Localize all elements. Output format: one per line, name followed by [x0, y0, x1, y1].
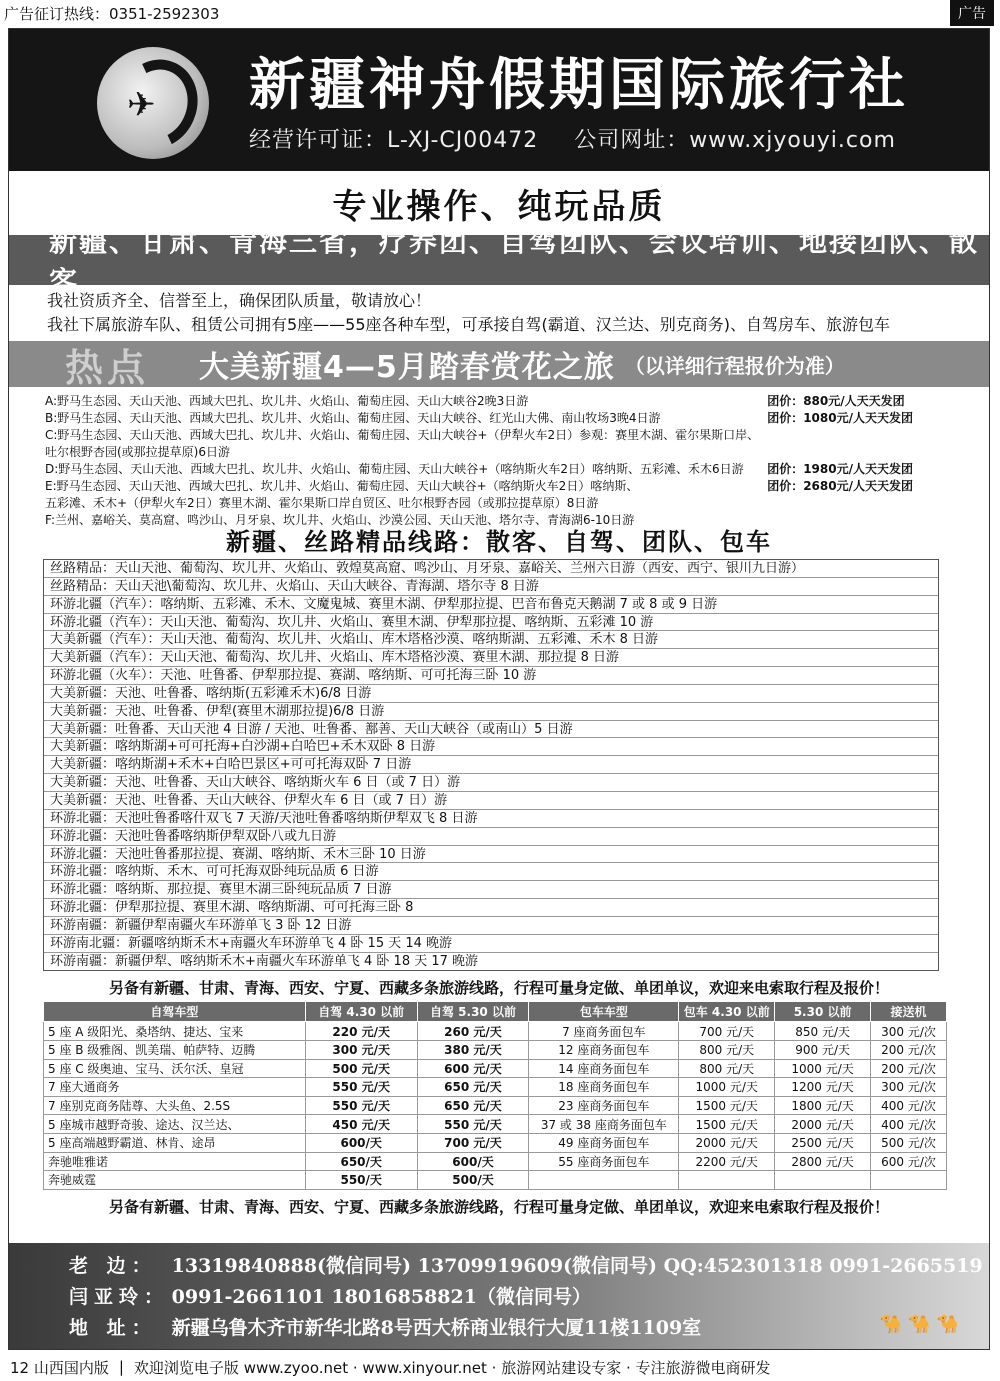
rate-cell: 850 元/天	[775, 1022, 871, 1041]
route-row: 环游北疆（火车）：天池、吐鲁番、伊犁那拉提、赛湖、喀纳斯、可可托海三卧 10 游	[44, 667, 938, 685]
header-subline	[249, 123, 896, 154]
rate-body	[44, 1022, 947, 1189]
rate-cell: 49 座商务面包车	[529, 1133, 679, 1152]
rate-cell	[529, 1171, 679, 1190]
slogan: 专业操作、纯玩品质	[332, 186, 666, 227]
tour-item: 五彩滩、禾木+（伊犁火车2日）赛里木湖、霍尔果斯口岸自贸区、吐尔根野杏园（或那拉提草原）8日游	[45, 496, 599, 510]
tour-item: 吐尔根野杏园(或那拉提草原)6日游	[45, 445, 230, 459]
rate-cell: 380 元/天	[417, 1041, 529, 1060]
tour-item: C:野马生态园、天山天池、西域大巴扎、坎儿井、火焰山、葡萄庄园、天山大峡谷+（伊犁火车2日）参观：赛里木湖、霍尔果斯口岸、	[45, 428, 760, 442]
tour-list	[9, 387, 989, 527]
rate-row	[44, 1115, 947, 1134]
rate-cell: 18 座商务面包车	[529, 1078, 679, 1097]
rate-header-row	[44, 1002, 947, 1022]
rate-cell: 37 或 38 座商务面包车	[529, 1115, 679, 1134]
ad-frame	[8, 28, 990, 1350]
route-row: 环游北疆（汽车）：天山天池、葡萄沟、坎儿井、火焰山、赛里木湖、伊犁那拉提、喀纳斯、五彩滩 10 游	[44, 614, 938, 632]
rate-header: 自驾 4.30 以前	[305, 1002, 417, 1022]
rate-cell: 700 元/天	[679, 1022, 775, 1041]
rate-cell: 5 座 C 级奥迪、宝马、沃尔沃、皇冠	[44, 1059, 306, 1078]
company-name: 新疆神舟假期国际旅行社	[249, 53, 909, 118]
rate-cell: 23 座商务面包车	[529, 1096, 679, 1115]
tour-item: B:野马生态园、天山天池、西域大巴扎、坎儿井、火焰山、葡萄庄园、天山大峡谷、红光山大佛、南山牧场3晚4日游	[45, 411, 661, 425]
rate-header: 包车车型	[529, 1002, 679, 1022]
rate-cell: 5 座高端越野霸道、林肯、途昂	[44, 1133, 306, 1152]
rate-header: 包车 4.30 以前	[679, 1002, 775, 1022]
rate-cell: 600/天	[305, 1133, 417, 1152]
hot-band	[9, 341, 989, 390]
rate-row	[44, 1041, 947, 1060]
rate-cell: 900 元/天	[775, 1041, 871, 1060]
rate-cell: 1800 元/天	[775, 1096, 871, 1115]
silk-road-title: 新疆、丝路精品线路：散客、自驾、团队、包车	[226, 527, 772, 556]
tour-price: 团价：1980元/人天天发团	[767, 462, 913, 476]
rate-cell: 650/天	[305, 1152, 417, 1171]
rate-cell: 12 座商务面包车	[529, 1041, 679, 1060]
company-logo	[97, 47, 209, 159]
rate-header: 自驾 5.30 以前	[417, 1002, 529, 1022]
license-number: 经营许可证：L-XJ-CJ00472	[249, 128, 539, 153]
rate-cell: 1200 元/天	[775, 1078, 871, 1097]
tour-item: D:野马生态园、天山天池、西域大巴扎、坎儿井、火焰山、葡萄庄园、天山大峡谷+（喀纳斯火车2日）喀纳斯、五彩滩、禾木6日游	[45, 462, 744, 476]
route-row: 环游南北疆：新疆喀纳斯禾木+南疆火车环游单飞 4 卧 15 天 14 晚游	[44, 935, 938, 953]
rate-cell: 2000 元/天	[775, 1115, 871, 1134]
contact-label: 闫亚玲：	[69, 1286, 170, 1308]
route-row: 环游南疆：新疆伊犁、喀纳斯禾木+南疆火车环游单飞 4 卧 18 天 17 晚游	[50, 953, 479, 969]
route-row: 大美新疆：天池、吐鲁番、喀纳斯(五彩滩禾木)6/8 日游	[44, 685, 938, 703]
rate-row	[44, 1152, 947, 1171]
contact-row	[69, 1313, 989, 1344]
route-row: 大美新疆：天池、吐鲁番、天山大峡谷、伊犁火车 6 日（或 7 日）游	[44, 792, 938, 810]
rate-cell: 400 元/次	[871, 1115, 947, 1134]
rate-cell: 5 座城市越野奇骏、途达、汉兰达、	[44, 1115, 306, 1134]
route-row: 丝路精品：天山天池、葡萄沟、坎儿井、火焰山、敦煌莫高窟、鸣沙山、月牙泉、嘉峪关、兰州六日游（西安、西宁、银川九日游）	[44, 560, 938, 578]
extra-routes-note: 另备有新疆、甘肃、青海、西安、宁夏、西藏多条旅游线路，行程可量身定做、单团单议，欢迎来电索取行程及报价！	[108, 979, 889, 998]
route-row: 环游北疆：喀纳斯、那拉提、赛里木湖三卧纯玩品质 7 日游	[44, 881, 938, 899]
rate-row	[44, 1096, 947, 1115]
rate-header: 接送机	[871, 1002, 947, 1022]
rate-cell: 550/天	[305, 1171, 417, 1190]
rate-cell: 800 元/天	[679, 1041, 775, 1060]
contact-label: 地 址：	[69, 1317, 157, 1339]
contact-row	[69, 1282, 989, 1313]
rate-cell: 奔驰威霆	[44, 1171, 306, 1190]
route-row: 环游北疆：天池吐鲁番喀什双飞 7 天游/天池吐鲁番喀纳斯伊犁双飞 8 日游	[44, 810, 938, 828]
rate-cell: 600 元/次	[871, 1152, 947, 1171]
rate-cell: 550 元/天	[305, 1096, 417, 1115]
rate-cell: 400 元/次	[871, 1096, 947, 1115]
services-band: 新疆、甘肃、青海三省，疗养团、自驾团队、会议培训、地接团队、散客	[9, 235, 989, 285]
rate-cell: 1500 元/天	[679, 1096, 775, 1115]
rate-cell: 600/天	[417, 1152, 529, 1171]
rate-cell: 800 元/天	[679, 1059, 775, 1078]
route-row: 环游北疆：喀纳斯、禾木、可可托海双卧纯玩品质 6 日游	[44, 863, 938, 881]
hot-note: （以详细行程报价为准）	[624, 353, 845, 378]
route-row: 环游北疆（汽车）：喀纳斯、五彩滩、禾木、文魔鬼城、赛里木湖、伊犁那拉提、巴音布鲁克天鹅湖 7 或 8 或 9 日游	[44, 596, 938, 614]
rate-row	[44, 1059, 947, 1078]
top-bar	[0, 0, 1000, 26]
contact-phones: 0991-2661101 18016858821（微信同号）	[171, 1286, 591, 1308]
rate-cell: 14 座商务面包车	[529, 1059, 679, 1078]
rate-cell: 450 元/天	[305, 1115, 417, 1134]
route-row: 环游北疆：天池吐鲁番喀纳斯伊犁双卧八或九日游	[44, 828, 938, 846]
rate-row	[44, 1078, 947, 1097]
rate-cell: 奔驰唯雅诺	[44, 1152, 306, 1171]
rate-header: 自驾车型	[44, 1002, 306, 1022]
route-row: 丝路精品：天山天池\葡萄沟、坎儿井、火焰山、天山大峡谷、青海湖、塔尔寺 8 日游	[44, 578, 938, 596]
route-row: 大美新疆：喀纳斯湖+可可托海+白沙湖+白哈巴+禾木双卧 8 日游	[44, 738, 938, 756]
route-row: 大美新疆：天池、吐鲁番、天山大峡谷、喀纳斯火车 6 日（或 7 日）游	[44, 774, 938, 792]
route-row: 大美新疆：吐鲁番、天山天池 4 日游 / 天池、吐鲁番、鄯善、天山大峡谷（或南山）5 日游	[44, 721, 938, 739]
contact-phones: 13319840888(微信同号) 13709919609(微信同号) QQ:452301318 0991-2665519	[171, 1255, 983, 1277]
tour-price	[767, 427, 913, 444]
rate-cell: 700 元/天	[417, 1133, 529, 1152]
contact-label: 老 边：	[69, 1255, 157, 1277]
page-number: 12 山西国内版	[10, 1358, 109, 1377]
intro-line: 我社资质齐全、信誉至上，确保团队质量，敬请放心！	[47, 291, 432, 310]
rate-cell: 650 元/天	[417, 1096, 529, 1115]
rate-cell: 550 元/天	[417, 1115, 529, 1134]
route-row: 大美新疆：天池、吐鲁番、伊犁(赛里木湖那拉提)6/8 日游	[44, 703, 938, 721]
rate-cell: 220 元/天	[305, 1022, 417, 1041]
route-row: 环游北疆：天池吐鲁番那拉提、赛湖、喀纳斯、禾木三卧 10 日游	[44, 846, 938, 864]
rate-cell: 1500 元/天	[679, 1115, 775, 1134]
rate-cell: 2200 元/天	[679, 1152, 775, 1171]
tour-price: 团价：2680元/人天天发团	[767, 479, 913, 493]
rate-cell: 300 元/次	[871, 1078, 947, 1097]
hot-title: 大美新疆4—5月踏春赏花之旅	[199, 350, 615, 385]
rate-cell: 2800 元/天	[775, 1152, 871, 1171]
camel-caravan-icon: 🐪🐪🐪	[879, 1314, 965, 1335]
route-row: 大美新疆：喀纳斯湖+禾木+白哈巴景区+可可托海双卧 7 日游	[44, 756, 938, 774]
header	[9, 29, 989, 171]
hot-mark: 热点	[65, 345, 150, 390]
route-row: 环游北疆：伊犁那拉提、赛里木湖、喀纳斯湖、可可托海三卧 8	[44, 899, 938, 917]
tour-price: 团价：880元/人天天发团	[767, 394, 905, 408]
rate-cell: 500 元/次	[871, 1133, 947, 1152]
contact-block	[9, 1243, 989, 1349]
rate-cell: 55 座商务面包车	[529, 1152, 679, 1171]
tour-item: F:兰州、嘉峪关、莫高窟、鸣沙山、月牙泉、坎儿井、火焰山、沙漠公园、天山天池、塔尔寺、青海湖6-10日游	[45, 513, 635, 527]
footer-text: 欢迎浏览电子版 www.zyoo.net · www.xinyour.net · 旅游网站建设专家 · 专注旅游微电商研发	[133, 1358, 771, 1377]
rate-cell: 2500 元/天	[775, 1133, 871, 1152]
tour-price	[767, 444, 913, 461]
route-row: 环游南疆：新疆伊犁南疆火车环游单飞 3 卧 12 日游	[44, 917, 938, 935]
rate-cell: 5 座 B 级雅阁、凯美瑞、帕萨特、迈腾	[44, 1041, 306, 1060]
ad-hotline: 广告征订热线：0351-2592303	[4, 4, 220, 23]
rate-cell: 550 元/天	[305, 1078, 417, 1097]
rate-cell: 5 座 A 级阳光、桑塔纳、捷达、宝来	[44, 1022, 306, 1041]
airplane-icon: ✈	[127, 85, 156, 125]
rate-row	[44, 1171, 947, 1190]
footer-divider: |	[118, 1358, 124, 1376]
rate-cell: 200 元/次	[871, 1059, 947, 1078]
rate-cell: 500 元/天	[305, 1059, 417, 1078]
rate-cell: 650 元/天	[417, 1078, 529, 1097]
tour-price: 团价：1080元/人天天发团	[767, 411, 913, 425]
rate-cell: 300 元/天	[305, 1041, 417, 1060]
rate-cell	[871, 1171, 947, 1190]
rate-cell	[679, 1171, 775, 1190]
ad-tag: 广告	[950, 0, 994, 26]
rate-cell: 7 座大通商务	[44, 1078, 306, 1097]
rate-cell: 1000 元/天	[679, 1078, 775, 1097]
route-row: 大美新疆（汽车）：天山天池、葡萄沟、坎儿井、火焰山、库木塔格沙漠、赛里木湖、那拉提 8 日游	[44, 649, 938, 667]
route-list	[43, 559, 939, 971]
rate-cell	[775, 1171, 871, 1190]
rate-cell: 500/天	[417, 1171, 529, 1190]
rate-cell: 260 元/天	[417, 1022, 529, 1041]
rate-cell: 200 元/次	[871, 1041, 947, 1060]
rate-header: 5.30 以前	[775, 1002, 871, 1022]
tour-item: E:野马生态园、天山天池、西域大巴扎、坎儿井、火焰山、葡萄庄园、天山大峡谷+（喀纳斯火车2日）喀纳斯、	[45, 479, 639, 493]
rate-cell: 2000 元/天	[679, 1133, 775, 1152]
rate-cell: 7 座别克商务陆尊、大头鱼、2.5S	[44, 1096, 306, 1115]
vehicle-rate-table	[43, 1001, 947, 1189]
page-footer	[0, 1353, 1000, 1381]
tour-item: A:野马生态园、天山天池、西域大巴扎、坎儿井、火焰山、葡萄庄园、天山大峡谷2晚3日游	[45, 394, 529, 408]
logo-swoosh	[104, 48, 210, 160]
intro-line: 我社下属旅游车队、租赁公司拥有5座——55座各种车型，可承接自驾(霸道、汉兰达、别克商务)、自驾房车、旅游包车	[47, 315, 891, 334]
contact-row	[69, 1251, 989, 1282]
rate-cell: 7 座商务面包车	[529, 1022, 679, 1041]
route-row: 大美新疆（汽车）：天山天池、葡萄沟、坎儿井、火焰山、库木塔格沙漠、喀纳斯湖、五彩滩、禾木 8 日游	[44, 631, 938, 649]
rate-cell: 600 元/天	[417, 1059, 529, 1078]
rate-cell: 300 元/次	[871, 1022, 947, 1041]
tour-prices	[767, 393, 913, 495]
rate-cell: 1000 元/天	[775, 1059, 871, 1078]
contact-address: 新疆乌鲁木齐市新华北路8号西大桥商业银行大厦11楼1109室	[171, 1317, 702, 1339]
rate-row	[44, 1133, 947, 1152]
rate-row	[44, 1022, 947, 1041]
extra-routes-note-2: 另备有新疆、甘肃、青海、西安、宁夏、西藏多条旅游线路，行程可量身定做、单团单议，欢迎来电索取行程及报价！	[108, 1197, 889, 1216]
company-website: 公司网址：www.xjyouyi.com	[574, 128, 896, 153]
